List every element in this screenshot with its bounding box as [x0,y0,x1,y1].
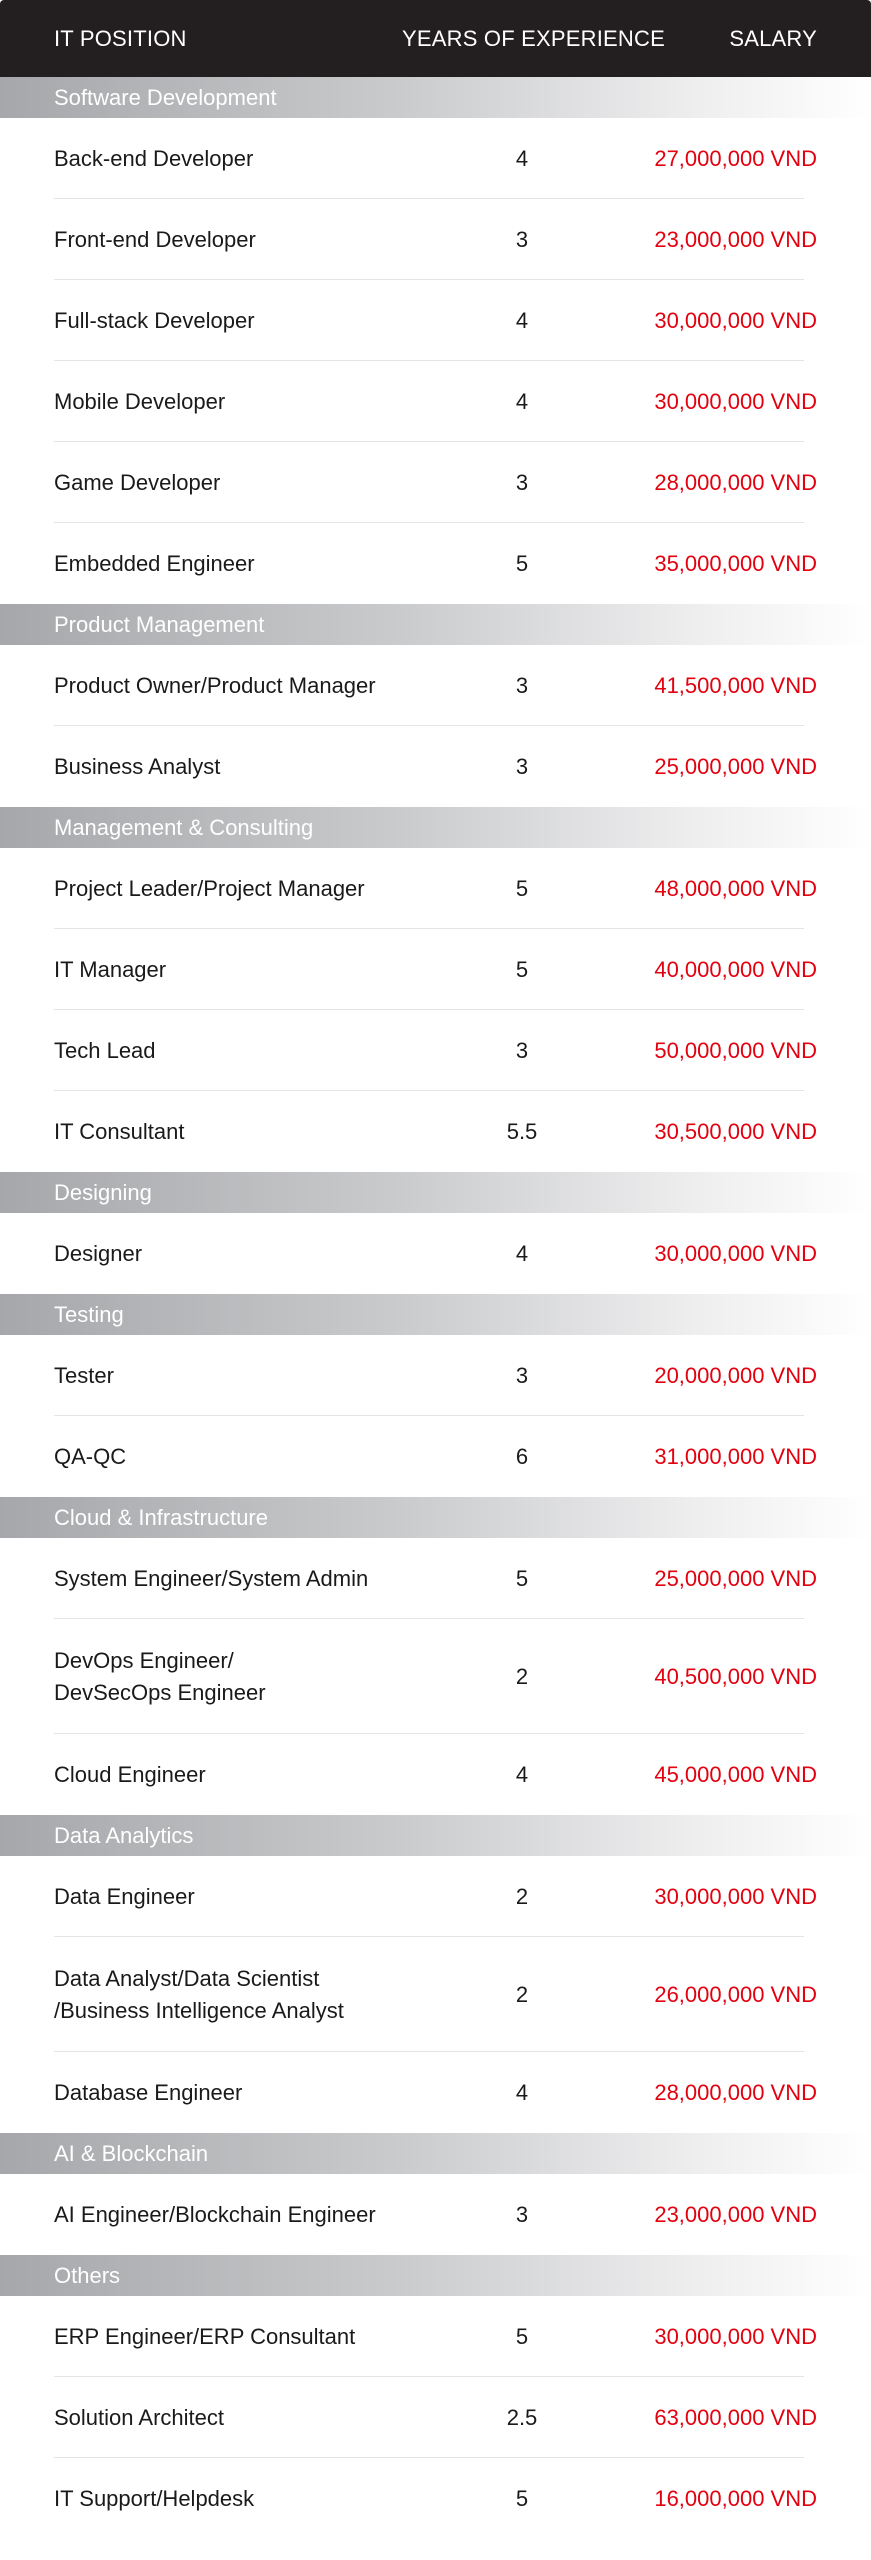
group-header: Data Analytics [0,1815,871,1856]
salary-cell: 28,000,000 VND [654,469,817,495]
position-cell: Tech Lead [54,1037,156,1063]
experience-cell: 3 [515,1362,529,1388]
table-row [0,929,871,1010]
table-row [0,1734,871,1815]
table-row [0,1619,871,1734]
experience-cell: 4 [515,1761,529,1787]
salary-cell: 35,000,000 VND [654,550,817,576]
position-cell: Database Engineer [54,2079,243,2105]
table-row [0,2296,871,2377]
experience-cell: 2 [515,1663,529,1689]
table-row [0,848,871,929]
salary-cell: 25,000,000 VND [654,1565,817,1591]
experience-cell: 3 [515,2201,529,2227]
salary-cell: 31,000,000 VND [654,1443,817,1469]
table-row [0,523,871,604]
position-cell: Designer [54,1240,143,1266]
header-salary: SALARY [729,25,817,51]
position-cell: Full-stack Developer [54,307,255,333]
experience-cell: 3 [515,1037,529,1063]
experience-cell: 2 [515,1981,529,2007]
experience-cell: 3 [515,469,529,495]
table-row [0,280,871,361]
position-cell: Cloud Engineer [54,1761,206,1787]
salary-cell: 48,000,000 VND [654,875,817,901]
salary-cell: 30,500,000 VND [654,1118,817,1144]
salary-cell: 40,000,000 VND [654,956,817,982]
table-row [0,1091,871,1172]
table-row [0,726,871,807]
salary-cell: 40,500,000 VND [654,1663,817,1689]
position-cell: AI Engineer/Blockchain Engineer [54,2201,376,2227]
experience-cell: 5 [515,2485,529,2511]
table-row [0,118,871,199]
salary-cell: 27,000,000 VND [654,145,817,171]
table-body [0,77,871,2539]
position-cell: Solution Architect [54,2404,224,2430]
position-cell: Embedded Engineer [54,550,255,576]
position-cell: Mobile Developer [54,388,226,414]
position-cell: IT Manager [54,956,167,982]
salary-cell: 41,500,000 VND [654,672,817,698]
experience-cell: 4 [515,145,529,171]
group-header: Others [0,2255,871,2296]
experience-cell: 6 [515,1443,529,1469]
group-header: AI & Blockchain [0,2133,871,2174]
experience-cell: 5 [515,2323,529,2349]
salary-cell: 16,000,000 VND [654,2485,817,2511]
position-cell: ERP Engineer/ERP Consultant [54,2323,356,2349]
position-cell: Back-end Developer [54,145,254,171]
table-row [0,1937,871,2052]
group-header: Cloud & Infrastructure [0,1497,871,1538]
table-row [0,361,871,442]
salary-cell: 30,000,000 VND [654,1883,817,1909]
position-cell: Tester [54,1362,114,1388]
salary-cell: 30,000,000 VND [654,388,817,414]
table-row [0,2052,871,2133]
position-cell: Front-end Developer [54,226,256,252]
position-cell: Data Engineer [54,1883,195,1909]
table-row [0,2174,871,2255]
group-header: Designing [0,1172,871,1213]
salary-cell: 26,000,000 VND [654,1981,817,2007]
position-cell: Business Analyst [54,753,221,779]
position-cell: Game Developer [54,469,221,495]
group-header: Management & Consulting [0,807,871,848]
group-header: Testing [0,1294,871,1335]
position-cell: System Engineer/System Admin [54,1565,369,1591]
experience-cell: 5 [515,550,529,576]
experience-cell: 2 [515,1883,529,1909]
experience-cell: 4 [515,388,529,414]
table-row [0,2458,871,2539]
experience-cell: 3 [515,226,529,252]
experience-cell: 4 [515,1240,529,1266]
salary-cell: 45,000,000 VND [654,1761,817,1787]
table-row [0,1856,871,1937]
table-row [0,645,871,726]
position-cell: Project Leader/Project Manager [54,875,365,901]
experience-cell: 5 [515,956,529,982]
position-cell: Data Analyst/Data Scientist /Business Intelligence Analyst [54,1965,344,2023]
salary-cell: 63,000,000 VND [654,2404,817,2430]
experience-cell: 3 [515,672,529,698]
position-cell: IT Support/Helpdesk [54,2485,255,2511]
header-position: IT POSITION [54,25,187,51]
group-header: Software Development [0,77,871,118]
experience-cell: 5.5 [506,1118,538,1144]
position-cell: QA-QC [54,1443,127,1469]
experience-cell: 5 [515,1565,529,1591]
table-row [0,1416,871,1497]
salary-cell: 20,000,000 VND [654,1362,817,1388]
experience-cell: 2.5 [506,2404,538,2430]
salary-cell: 50,000,000 VND [654,1037,817,1063]
salary-cell: 25,000,000 VND [654,753,817,779]
table-row [0,2377,871,2458]
experience-cell: 5 [515,875,529,901]
table-header [0,0,871,77]
position-cell: DevOps Engineer/ DevSecOps Engineer [54,1647,266,1705]
salary-cell: 30,000,000 VND [654,1240,817,1266]
table-row [0,199,871,280]
salary-cell: 30,000,000 VND [654,2323,817,2349]
experience-cell: 4 [515,307,529,333]
salary-cell: 23,000,000 VND [654,226,817,252]
salary-cell: 30,000,000 VND [654,307,817,333]
experience-cell: 4 [515,2079,529,2105]
group-header: Product Management [0,604,871,645]
table-row [0,442,871,523]
table-row [0,1213,871,1294]
table-row [0,1010,871,1091]
table-row [0,1538,871,1619]
table-row [0,1335,871,1416]
position-cell: IT Consultant [54,1118,185,1144]
header-experience: YEARS OF EXPERIENCE [402,25,665,51]
position-cell: Product Owner/Product Manager [54,672,376,698]
experience-cell: 3 [515,753,529,779]
salary-cell: 28,000,000 VND [654,2079,817,2105]
salary-cell: 23,000,000 VND [654,2201,817,2227]
